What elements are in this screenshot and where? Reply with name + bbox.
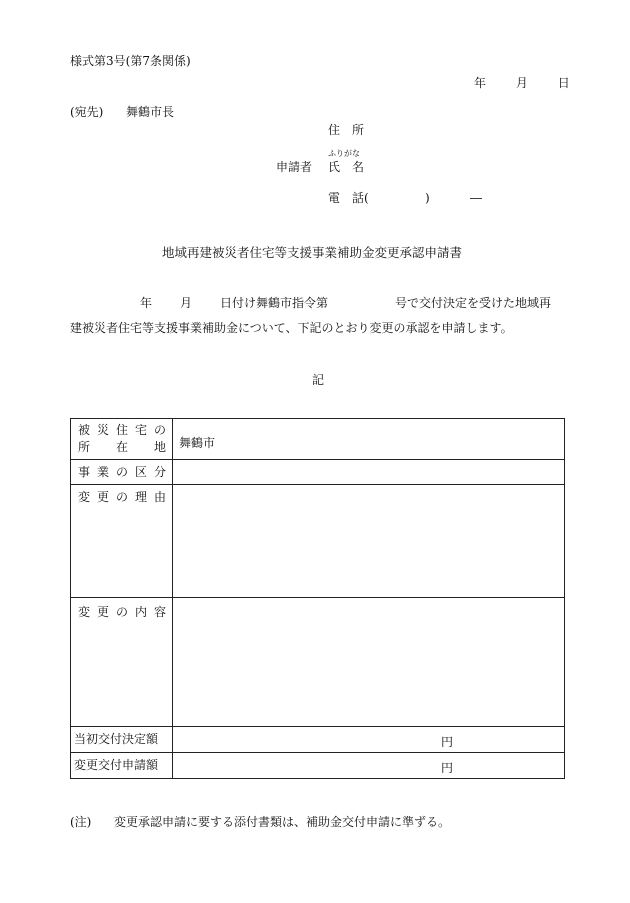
change-content-label-char: の: [115, 605, 128, 619]
location-label-char: 宅: [134, 423, 147, 437]
location-label-char: 住: [115, 423, 128, 437]
date-year: 年: [474, 76, 487, 90]
date-day: 日: [557, 76, 570, 90]
location-label-char: 在: [115, 440, 128, 454]
requested-amount-yen-unit: 円: [441, 761, 454, 775]
addressee-prefix: (宛先): [70, 105, 104, 119]
address-label: 住 所: [328, 123, 365, 137]
application-table: [70, 418, 565, 779]
location-label-char: 災: [96, 423, 109, 437]
location-value: 舞鶴市: [179, 436, 216, 450]
body-month: 月: [180, 296, 193, 310]
table-row: [71, 598, 565, 727]
note-text: 変更承認申請に要する添付書類は、補助金交付申請に準ずる。: [114, 815, 451, 829]
location-label-char: 被: [78, 423, 91, 437]
business-category-label-char: 区: [134, 465, 147, 479]
initial-amount-yen-unit: 円: [441, 735, 454, 749]
body-middle: 日付け舞鶴市指令第: [220, 296, 329, 310]
change-reason-label-char: 更: [96, 490, 109, 504]
location-value-cell[interactable]: [173, 419, 565, 460]
body-line2: 建被災者住宅等支援事業補助金について、下記のとおり変更の承認を申請します。: [70, 321, 513, 335]
business-category-label-char: 業: [96, 465, 109, 479]
business-category-value-cell[interactable]: [173, 460, 565, 485]
phone-label: 電 話(: [328, 191, 369, 205]
change-reason-label-char: 理: [134, 490, 147, 504]
location-label-char: 地: [153, 440, 166, 454]
phone-dash: ―: [470, 191, 482, 205]
ki-heading: 記: [312, 373, 325, 387]
date-line: [474, 77, 570, 89]
initial-amount-label: 当初交付決定額: [74, 732, 159, 746]
phone-close-paren: ): [425, 191, 430, 205]
change-content-label-char: 内: [134, 605, 147, 619]
business-category-label-cell: [71, 460, 173, 485]
change-reason-value-cell[interactable]: [173, 485, 565, 598]
requested-amount-label-cell: [71, 753, 173, 779]
table-row: [71, 727, 565, 753]
requested-amount-label: 変更交付申請額: [74, 758, 159, 772]
change-reason-label-char: 由: [153, 490, 166, 504]
name-label: 氏 名: [328, 160, 365, 174]
change-reason-label-char: の: [115, 490, 128, 504]
table-row: [71, 419, 565, 460]
body-end: 号で交付決定を受けた地域再: [395, 296, 552, 310]
date-month: 月: [515, 76, 528, 90]
form-number: 様式第3号(第7条関係): [70, 54, 191, 68]
table-row: [71, 753, 565, 779]
requested-amount-value-cell[interactable]: [173, 753, 565, 779]
location-label-char: 所: [78, 440, 91, 454]
change-content-value-cell[interactable]: [173, 598, 565, 727]
addressee-name: 舞鶴市長: [126, 105, 175, 119]
applicant-label: 申請者: [276, 160, 313, 174]
change-content-label-char: 更: [96, 605, 109, 619]
initial-amount-value-cell[interactable]: [173, 727, 565, 753]
business-category-label-char: の: [115, 465, 128, 479]
initial-amount-label-cell: [71, 727, 173, 753]
change-content-label-cell: [71, 598, 173, 727]
body-year: 年: [140, 296, 153, 310]
change-reason-label-char: 変: [78, 490, 91, 504]
note-prefix: (注): [70, 815, 92, 829]
business-category-label-char: 事: [78, 465, 91, 479]
location-label-cell: [71, 419, 173, 460]
change-content-label-char: 変: [78, 605, 91, 619]
change-content-label-char: 容: [153, 605, 166, 619]
table-row: [71, 460, 565, 485]
business-category-label-char: 分: [153, 465, 166, 479]
document-title: 地域再建被災者住宅等支援事業補助金変更承認申請書: [162, 245, 463, 260]
furigana-label: ふりがな: [328, 149, 360, 158]
table-row: [71, 485, 565, 598]
change-reason-label-cell: [71, 485, 173, 598]
location-label-char: の: [153, 423, 166, 437]
